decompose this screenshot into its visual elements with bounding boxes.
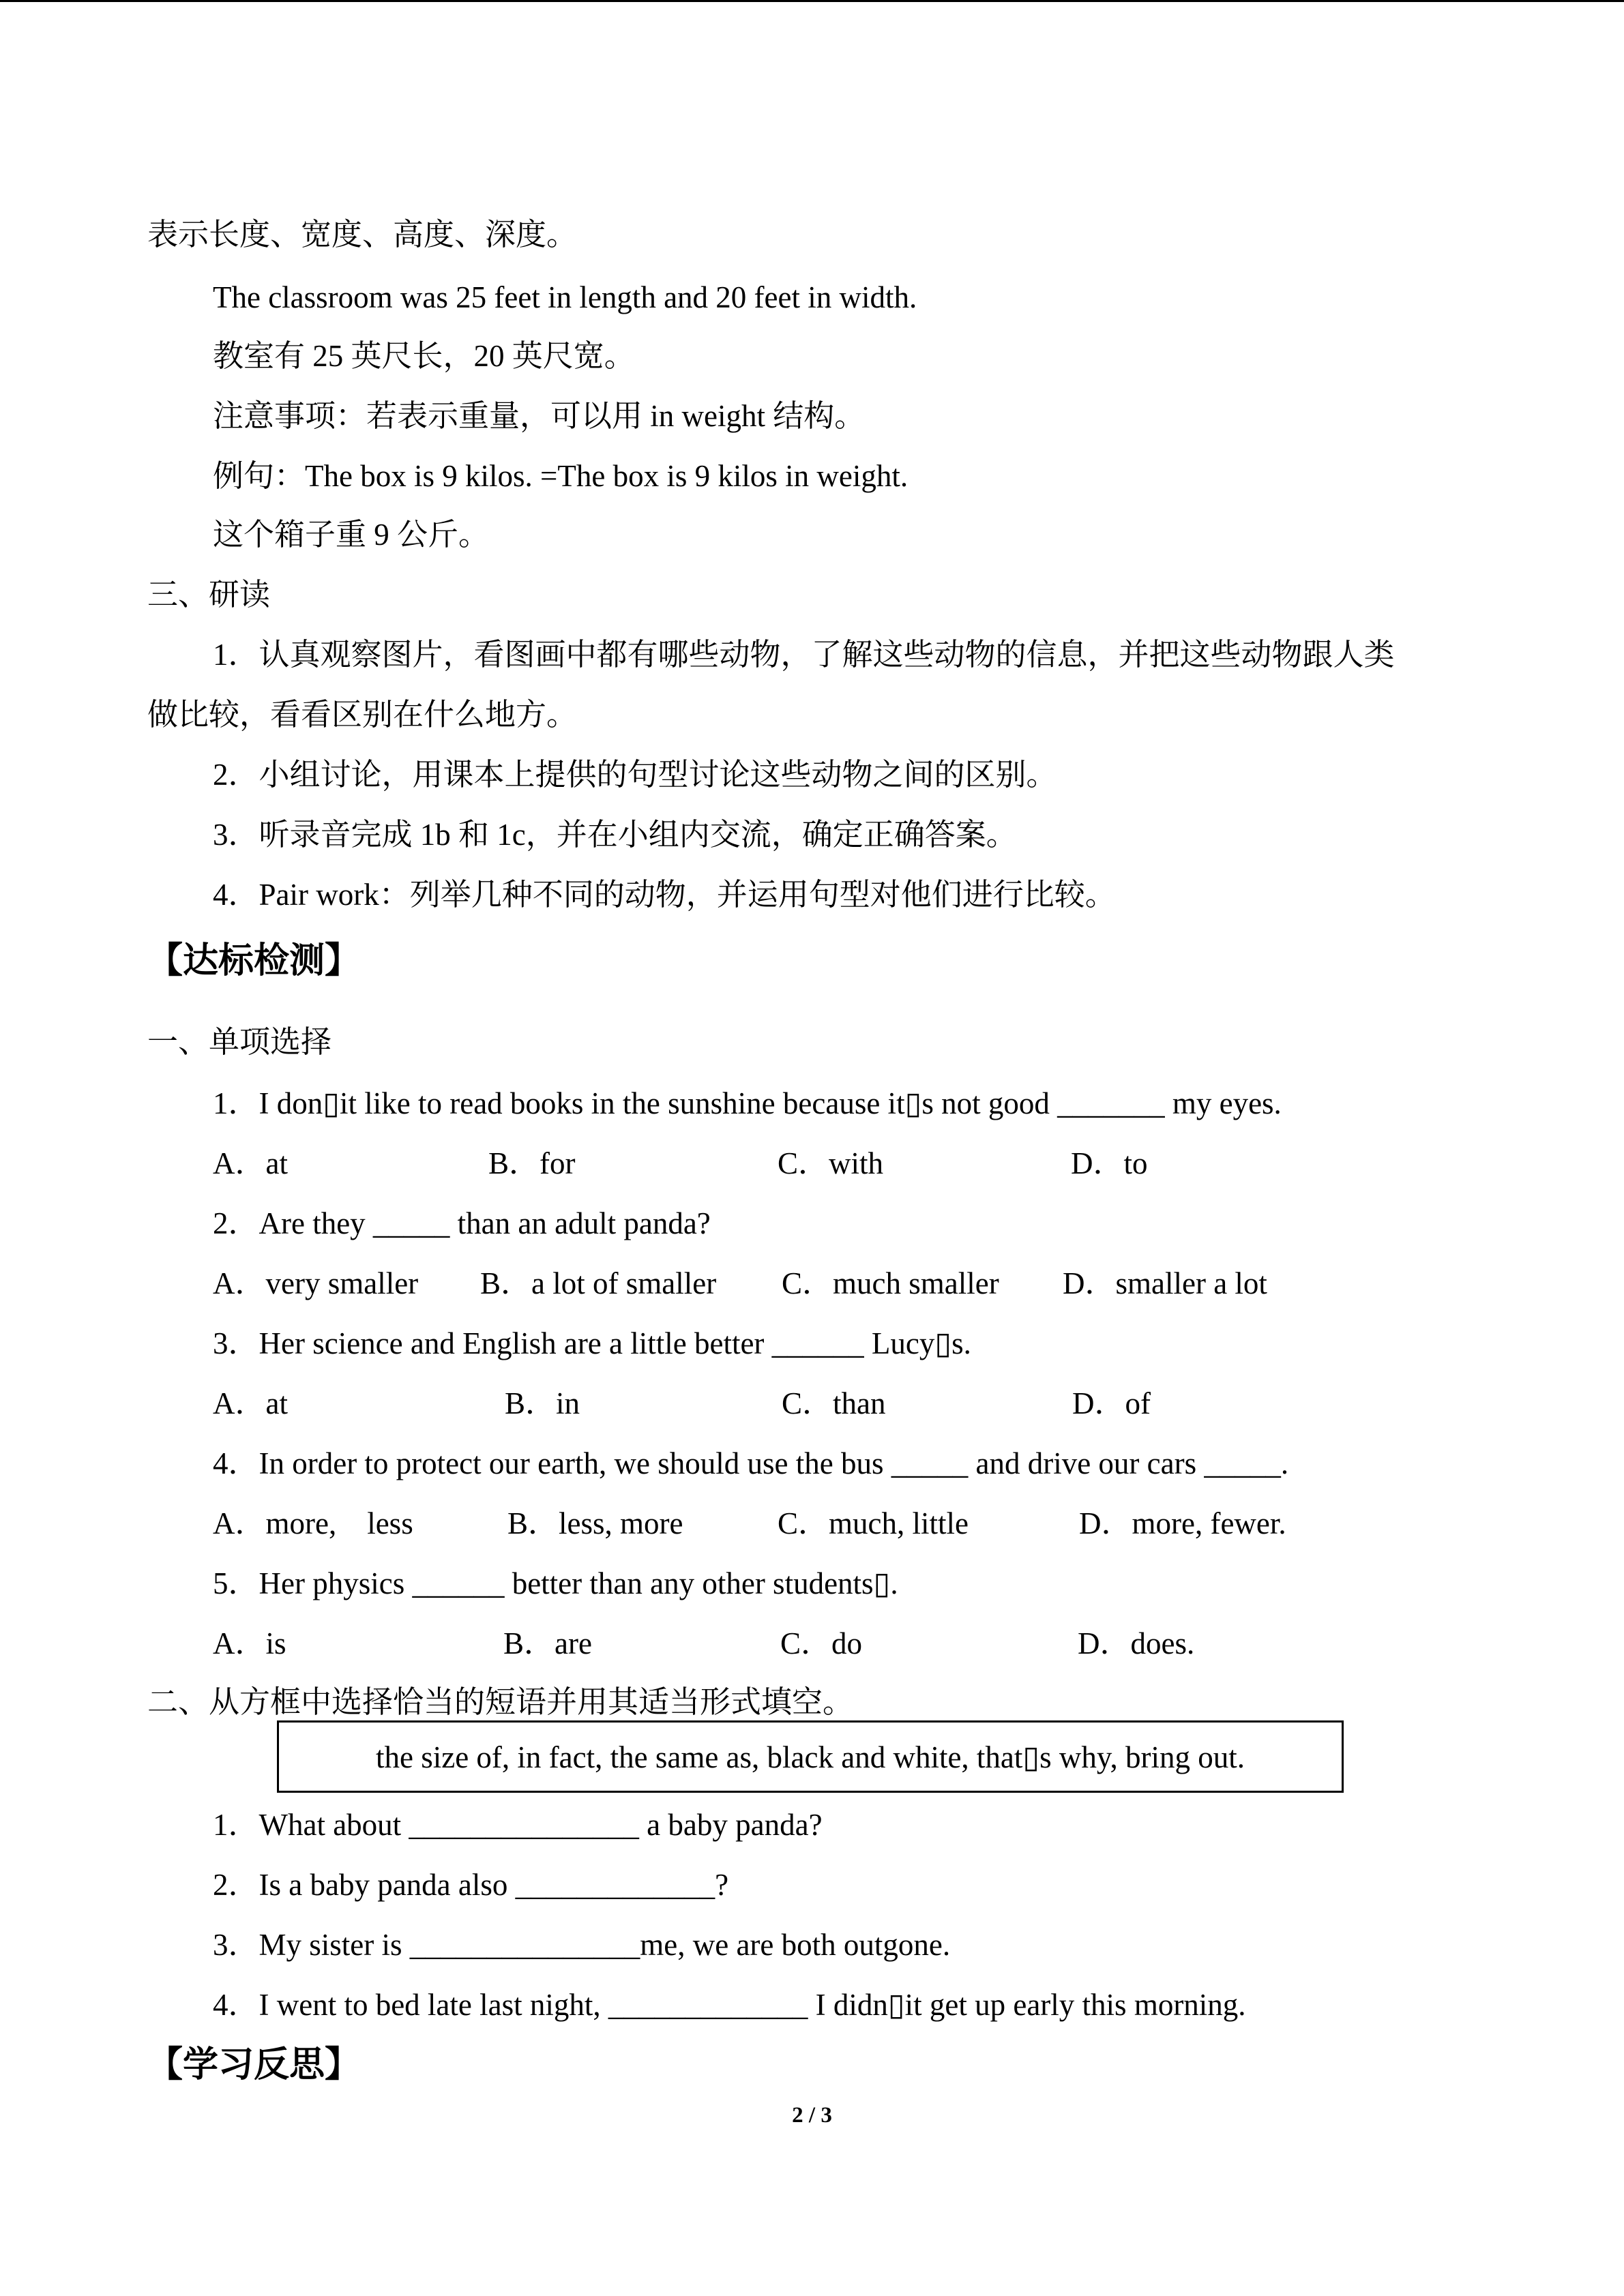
- q2-option-a: A．very smaller: [213, 1266, 419, 1300]
- fill-item-3: 3．My sister is _______________me, we are both outgone.: [213, 1928, 951, 1962]
- q4-option-c: C．much, little: [778, 1506, 969, 1540]
- question-2: 2．Are they _____ than an adult panda?: [213, 1206, 711, 1240]
- note-line-6: 这个箱子重 9 公斤。: [213, 518, 490, 552]
- note-line-4: 注意事项：若表示重量，可以用 in weight 结构。: [213, 399, 866, 433]
- q2-option-d: D．smaller a lot: [1063, 1266, 1267, 1300]
- question-3: 3．Her science and English are a little better ______ Lucy▯s.: [213, 1326, 971, 1360]
- q1-option-a: A．at: [213, 1146, 288, 1180]
- q4-option-d: D．more, fewer.: [1079, 1506, 1286, 1540]
- q3-option-c: C．than: [782, 1386, 886, 1420]
- note-line-2: The classroom was 25 feet in length and 20 feet in width.: [213, 280, 917, 314]
- study-item-1b: 做比较，看看区别在什么地方。: [147, 698, 578, 732]
- q3-option-b: B．in: [505, 1386, 580, 1420]
- note-line-5: 例句：The box is 9 kilos. =The box is 9 kilos in weight.: [213, 459, 909, 493]
- q4-option-a: A．more, less: [213, 1506, 413, 1540]
- study-title: 三、研读: [147, 578, 271, 612]
- q3-option-a: A．at: [213, 1386, 288, 1420]
- note-line-1: 表示长度、宽度、高度、深度。: [147, 218, 578, 252]
- phrase-box: [277, 1720, 1344, 1793]
- q2-option-c: C．much smaller: [782, 1266, 999, 1300]
- question-4: 4．In order to protect our earth, we should use the bus _____ and drive our cars _____.: [213, 1446, 1289, 1480]
- fill-item-4: 4．I went to bed late last night, _____________ I didn▯it get up early this morning.: [213, 1988, 1246, 2022]
- question-1: 1．I don▯it like to read books in the sunshine because it▯s not good _______ my eyes.: [213, 1086, 1282, 1120]
- q5-option-d: D．does.: [1078, 1626, 1195, 1660]
- study-item-3: 3．听录音完成 1b 和 1c，并在小组内交流，确定正确答案。: [213, 818, 1017, 852]
- choice-title: 一、单项选择: [147, 1025, 332, 1059]
- top-border-line: [0, 0, 1624, 2]
- fill-item-1: 1．What about _______________ a baby panda?: [213, 1808, 823, 1842]
- phrase-box-text: the size of, in fact, the same as, black and white, that▯s why, bring out.: [376, 1740, 1245, 1774]
- q2-option-b: B．a lot of smaller: [480, 1266, 717, 1300]
- page-number: 2 / 3: [792, 2103, 832, 2128]
- q5-option-c: C．do: [780, 1626, 863, 1660]
- fill-item-2: 2．Is a baby panda also _____________?: [213, 1868, 729, 1902]
- study-item-4: 4．Pair work：列举几种不同的动物，并运用句型对他们进行比较。: [213, 878, 1116, 912]
- section-heading-reflect: 【学习反思】: [147, 2044, 361, 2085]
- q1-option-c: C．with: [778, 1146, 884, 1180]
- q1-option-b: B．for: [488, 1146, 576, 1180]
- q4-option-b: B．less, more: [507, 1506, 683, 1540]
- q5-option-a: A．is: [213, 1626, 286, 1660]
- study-item-2: 2．小组讨论，用课本上提供的句型讨论这些动物之间的区别。: [213, 758, 1057, 792]
- q1-option-d: D．to: [1071, 1146, 1148, 1180]
- study-item-1a: 1．认真观察图片，看图画中都有哪些动物，了解这些动物的信息，并把这些动物跟人类: [213, 638, 1395, 672]
- fill-title: 二、从方框中选择恰当的短语并用其适当形式填空。: [147, 1685, 854, 1719]
- note-line-3: 教室有 25 英尺长，20 英尺宽。: [213, 339, 635, 373]
- q5-option-b: B．are: [503, 1626, 592, 1660]
- question-5: 5．Her physics ______ better than any other students▯.: [213, 1566, 898, 1600]
- section-heading-test: 【达标检测】: [147, 940, 361, 981]
- q3-option-d: D．of: [1072, 1386, 1151, 1420]
